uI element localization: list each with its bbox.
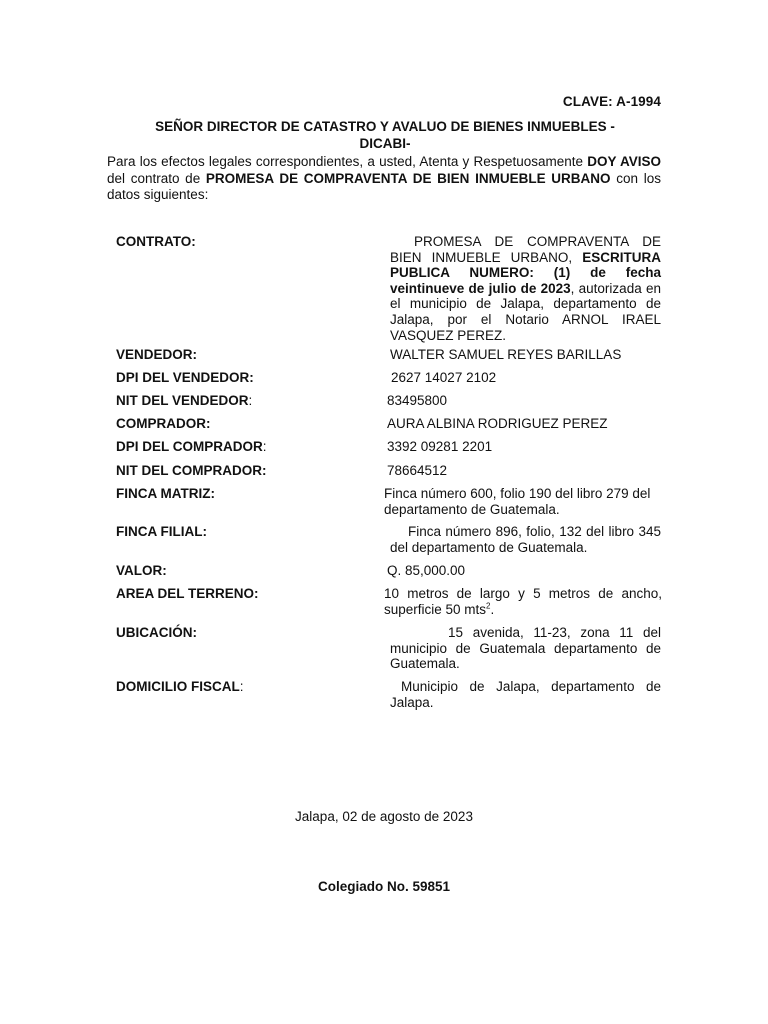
label-valor: VALOR:: [116, 563, 167, 578]
addressee-heading: [120, 118, 650, 152]
value-nit-vendedor: 83495800: [387, 393, 448, 408]
value-finca-matriz: [384, 486, 662, 517]
value-valor: Q. 85,000.00: [387, 563, 466, 578]
value-domicilio-fiscal: Municipio de Jalapa, departamento de Jalapa.: [390, 679, 661, 710]
label-area-terreno: AREA DEL TERRENO:: [116, 586, 259, 601]
label-nit-vendedor-text: NIT DEL VENDEDOR: [116, 393, 249, 408]
label-domicilio-fiscal-colon: :: [239, 679, 244, 694]
intro-text-3: con los datos siguientes:: [107, 170, 661, 202]
label-ubicacion: UBICACIÓN:: [116, 625, 197, 640]
label-vendedor: VENDEDOR:: [116, 347, 198, 362]
label-dpi-comprador: [116, 439, 267, 455]
value-dpi-comprador: 3392 09281 2201: [387, 439, 493, 454]
value-area-terreno: [384, 586, 662, 617]
value-comprador: AURA ALBINA RODRIGUEZ PEREZ: [387, 416, 608, 431]
value-vendedor: WALTER SAMUEL REYES BARILLAS: [390, 347, 622, 362]
label-finca-filial: FINCA FILIAL:: [116, 524, 207, 539]
label-dpi-comprador-text: DPI DEL COMPRADOR: [116, 439, 263, 454]
contrato-text-2: , autorizada en el municipio de Jalapa, departamento de Jalapa, por el Notario ARNOL IRAEL VASQUEZ PEREZ.: [390, 280, 661, 343]
area-text: 10 metros de largo y 5 metros de ancho, superficie 50 mts: [384, 586, 662, 617]
intro-text-1: Para los efectos legales correspondientes, a usted, Atenta y Respetuosamente: [107, 154, 588, 169]
intro-text-2: del contrato de: [107, 170, 206, 186]
area-superscript: 2: [486, 601, 491, 610]
label-domicilio-fiscal-text: DOMICILIO FISCAL: [116, 679, 240, 694]
value-contrato: [390, 234, 661, 343]
value-nit-comprador: 78664512: [387, 463, 448, 478]
contrato-text-1: PROMESA DE COMPRAVENTA DE BIEN INMUEBLE URBANO,: [390, 234, 661, 265]
clave-code: CLAVE: A-1994: [562, 94, 661, 109]
value-finca-filial: Finca número 896, folio, 132 del libro 345 del departamento de Guatemala.: [390, 524, 661, 555]
label-nit-comprador: NIT DEL COMPRADOR:: [116, 463, 267, 478]
intro-contract-name: PROMESA DE COMPRAVENTA DE BIEN INMUEBLE URBANO: [205, 170, 611, 186]
intro-paragraph: [107, 154, 661, 204]
label-dpi-vendedor: DPI DEL VENDEDOR:: [116, 370, 254, 385]
label-contrato: CONTRATO:: [116, 234, 196, 249]
colegiado-number: Colegiado No. 59851: [317, 879, 451, 894]
label-domicilio-fiscal: [116, 679, 244, 695]
intro-doy-aviso: DOY AVISO: [587, 154, 661, 169]
contrato-escritura: ESCRITURA PUBLICA NUMERO: (1) de fecha veintinueve de julio de 2023: [390, 249, 661, 296]
label-nit-vendedor: [116, 393, 252, 409]
value-dpi-vendedor: 2627 14027 2102: [391, 370, 497, 385]
place-date: Jalapa, 02 de agosto de 2023: [295, 809, 473, 824]
label-nit-vendedor-colon: :: [248, 393, 253, 408]
addressee-heading-line2: DICABI-: [359, 136, 411, 151]
area-end: .: [490, 601, 495, 617]
addressee-heading-line1: SEÑOR DIRECTOR DE CATASTRO Y AVALUO DE BIENES INMUEBLES -: [155, 119, 615, 134]
label-finca-matriz: FINCA MATRIZ:: [116, 486, 215, 501]
value-ubicacion: 15 avenida, 11-23, zona 11 del municipio de Guatemala departamento de Guatemala.: [390, 625, 661, 671]
label-comprador: COMPRADOR:: [116, 416, 211, 431]
label-dpi-comprador-colon: :: [262, 439, 267, 454]
finca-matriz-text: Finca número 600, folio 190 del libro 279 del departamento de Guatemala.: [384, 486, 651, 517]
